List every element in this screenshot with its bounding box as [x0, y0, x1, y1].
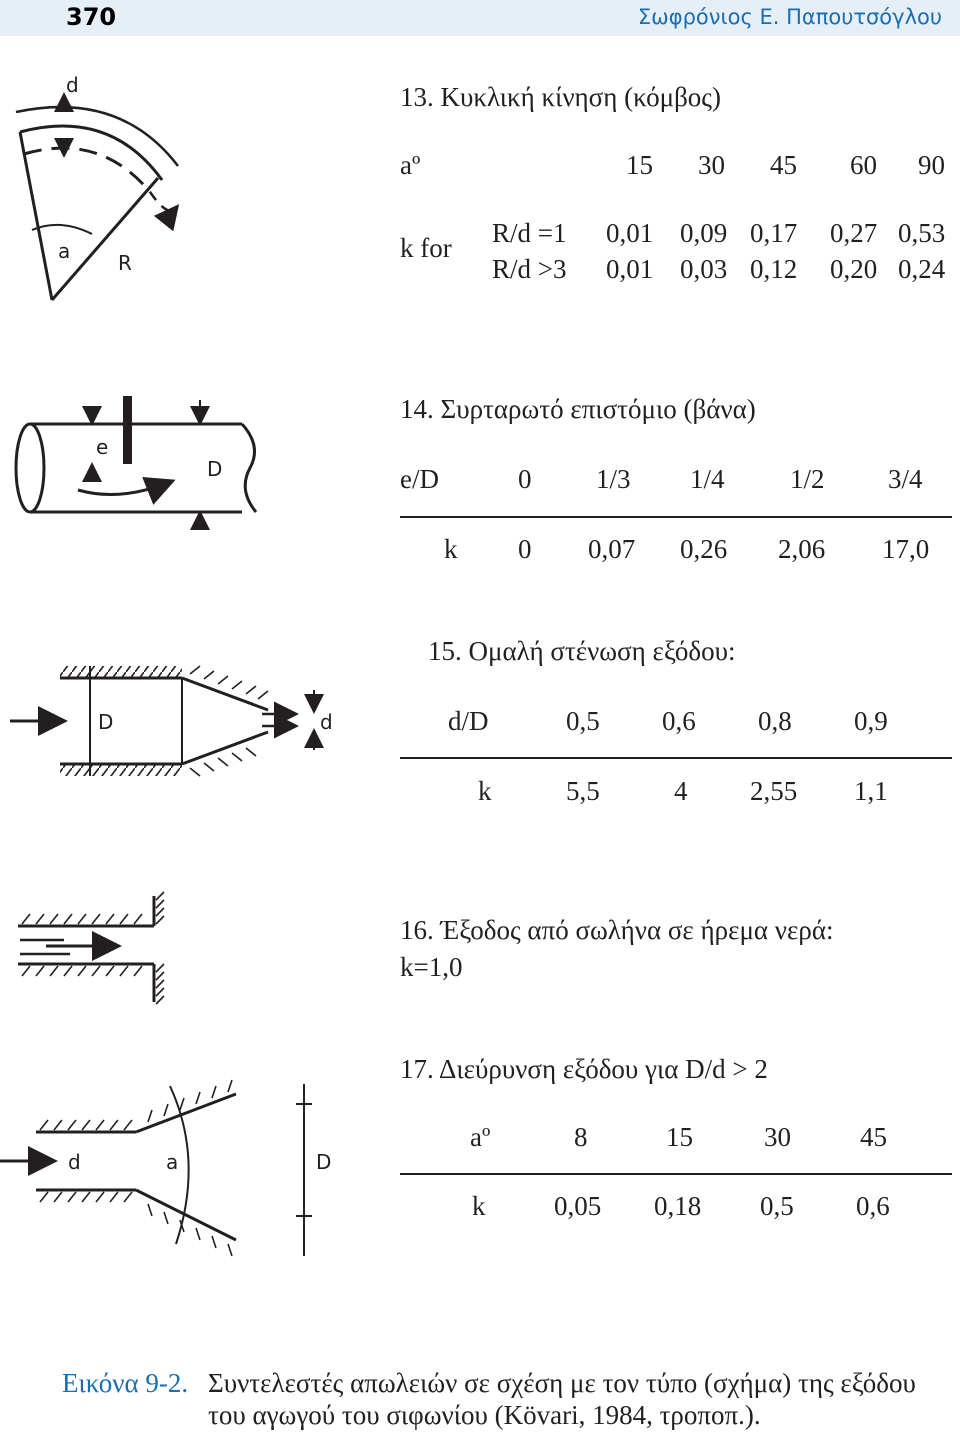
figure-caption-line2: του αγωγού του σιφωνίου (Kövari, 1984, τροποπ.). [208, 1400, 761, 1430]
fig13-a-label: a [58, 239, 71, 263]
s15-x-label: d/D [448, 706, 489, 736]
figure-16-pipe-exit [0, 890, 180, 1010]
s13-row2-cond: R/d >3 [492, 254, 567, 284]
s15-k1: 5,5 [566, 776, 600, 806]
s13-row2-v5: 0,24 [898, 254, 946, 284]
fig14-e-label: e [96, 435, 109, 459]
section-17-title: 17. Διεύρυνση εξόδου για D/d > 2 [400, 1054, 768, 1084]
s17-divider [400, 1173, 952, 1175]
s13-angle-90: 90 [918, 150, 945, 180]
s15-divider [400, 757, 952, 759]
fig13-R-label: R [118, 251, 132, 275]
s14-k-label: k [444, 534, 458, 564]
s17-x3: 30 [764, 1122, 791, 1152]
s13-row2-v1: 0,01 [606, 254, 654, 284]
figure-17-exit-expansion [0, 1080, 360, 1260]
s16-k-value: k=1,0 [400, 952, 463, 982]
s14-divider [400, 516, 952, 518]
s13-row1-cond: R/d =1 [492, 218, 567, 248]
fig15-D-label: D [98, 710, 114, 734]
figure-13-circular-bend [0, 70, 200, 310]
s17-x4: 45 [860, 1122, 887, 1152]
s14-k3: 0,26 [680, 534, 728, 564]
s14-k1: 0 [518, 534, 532, 564]
figure-14-gate-valve [10, 390, 270, 530]
fig13-d-label: d [66, 73, 79, 97]
s15-x1: 0,5 [566, 706, 600, 736]
figure-15-smooth-contraction [0, 660, 360, 780]
fig15-d-label: d [320, 710, 333, 734]
s14-x3: 1/4 [690, 464, 725, 494]
s13-row1-v1: 0,01 [606, 218, 654, 248]
s14-k5: 17,0 [882, 534, 930, 564]
s13-angle-45: 45 [770, 150, 797, 180]
fig17-a-label: a [166, 1150, 179, 1174]
figure-caption-line1: Συντελεστές απωλειών σε σχέση με τον τύπο (σχήμα) της εξόδου [208, 1368, 916, 1398]
s13-row2-v4: 0,20 [830, 254, 878, 284]
running-head-author: Σωφρόνιος Ε. Παπουτσόγλου [637, 5, 942, 29]
figure-caption-label: Εικόνα 9-2. [62, 1368, 189, 1398]
s17-k4: 0,6 [856, 1191, 890, 1221]
s15-k4: 1,1 [854, 776, 888, 806]
s15-k3: 2,55 [750, 776, 798, 806]
s14-x-label: e/D [400, 464, 439, 494]
s17-k-label: k [472, 1191, 486, 1221]
page-number: 370 [66, 3, 117, 31]
s17-k3: 0,5 [760, 1191, 794, 1221]
s13-row2-v3: 0,12 [750, 254, 798, 284]
page-header [0, 0, 960, 36]
fig17-D-label: D [316, 1150, 332, 1174]
s14-k4: 2,06 [778, 534, 826, 564]
s13-row2-v2: 0,03 [680, 254, 728, 284]
s14-x2: 1/3 [596, 464, 631, 494]
s13-angle-60: 60 [850, 150, 877, 180]
fig14-D-label: D [207, 457, 223, 481]
s13-angle-label: aº [400, 150, 421, 180]
section-16-title: 16. Έξοδος από σωλήνα σε ήρεμα νερά: [400, 915, 834, 945]
s17-x1: 8 [574, 1122, 588, 1152]
s17-k1: 0,05 [554, 1191, 602, 1221]
s13-angle-30: 30 [698, 150, 725, 180]
s14-k2: 0,07 [588, 534, 636, 564]
s14-x4: 1/2 [790, 464, 825, 494]
section-15-title: 15. Ομαλή στένωση εξόδου: [428, 636, 736, 666]
s13-row1-v3: 0,17 [750, 218, 798, 248]
s17-x2: 15 [666, 1122, 693, 1152]
s17-x-label: aº [470, 1122, 491, 1152]
section-13-title: 13. Κυκλική κίνηση (κόμβος) [400, 82, 721, 112]
s15-x3: 0,8 [758, 706, 792, 736]
s14-x5: 3/4 [888, 464, 923, 494]
section-14-title: 14. Συρταρωτό επιστόμιο (βάνα) [400, 394, 756, 424]
s13-row1-v4: 0,27 [830, 218, 878, 248]
s15-x2: 0,6 [662, 706, 696, 736]
s13-k-for: k for [400, 233, 452, 263]
s15-k-label: k [478, 776, 492, 806]
s14-x1: 0 [518, 464, 532, 494]
s13-angle-15: 15 [626, 150, 653, 180]
fig17-d-label: d [68, 1150, 81, 1174]
s13-row1-v2: 0,09 [680, 218, 728, 248]
s13-row1-v5: 0,53 [898, 218, 946, 248]
s15-k2: 4 [674, 776, 688, 806]
s15-x4: 0,9 [854, 706, 888, 736]
s17-k2: 0,18 [654, 1191, 702, 1221]
